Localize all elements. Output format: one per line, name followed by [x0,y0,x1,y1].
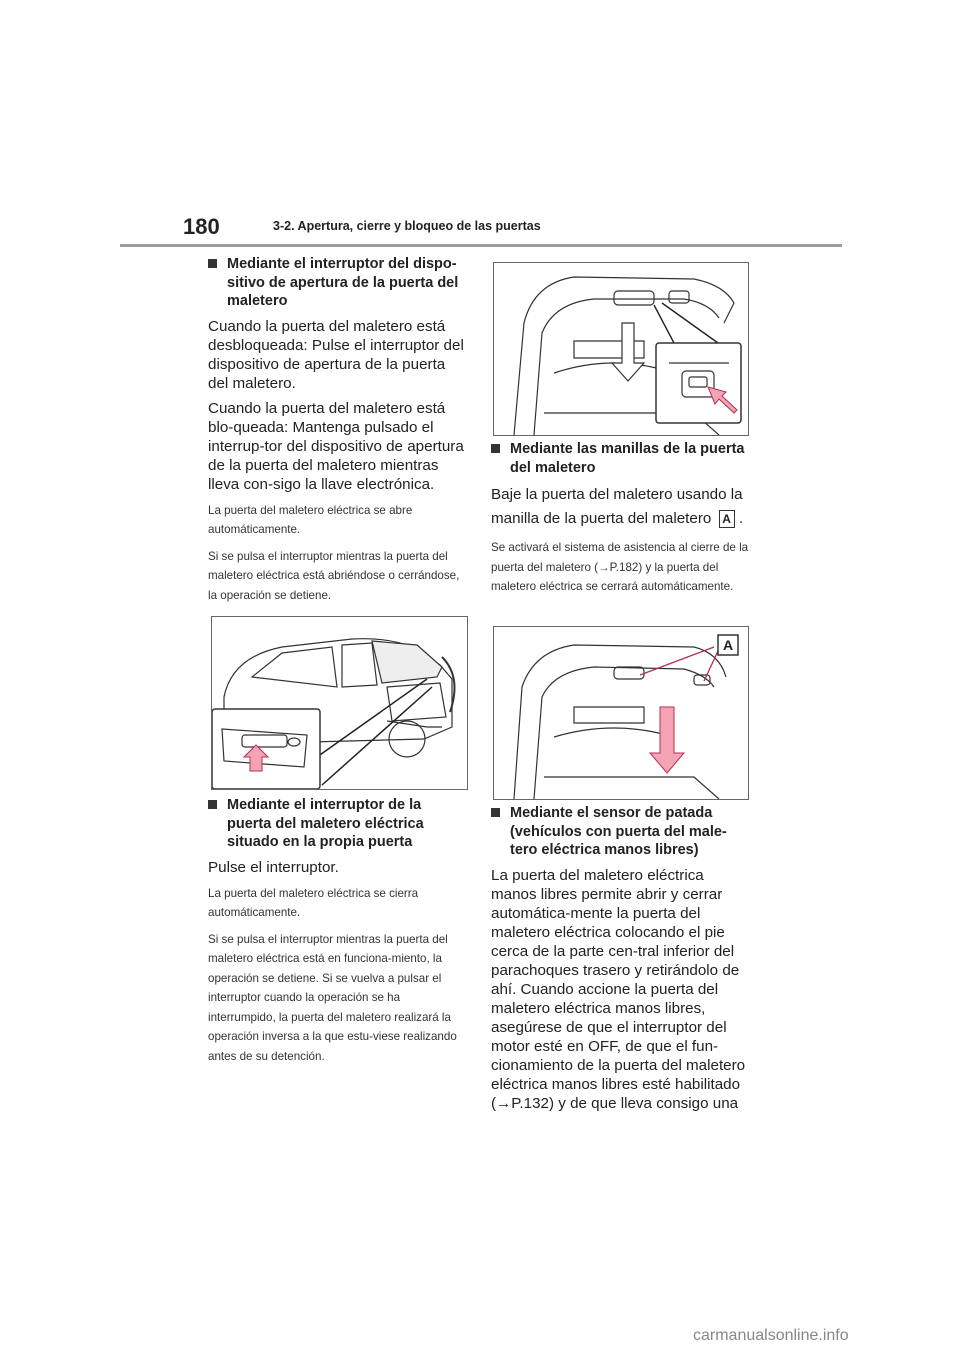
left-column-lower [208,796,468,1066]
heading-text: Mediante el interruptor de la puerta del maletero eléctrica situado en la propia puerta [227,797,424,850]
note: La puerta del maletero eléctrica se cierra automáticamente. [208,886,419,919]
paragraph: Pulse el interruptor. [208,858,339,876]
paragraph: Cuando la puerta del maletero está blo-queada: Mantenga pulsado el interrup-tor del dispositivo de apertura de la puerta del maletero mientras lleva con-sigo la llave electrónica. [208,399,464,493]
section-heading [491,440,751,477]
paragraph [491,483,751,531]
section-heading [491,804,751,860]
paragraph: La puerta del maletero eléctrica manos libres permite abrir y cerrar automática-mente la puerta del maletero eléctrica colocando el pie cerca de la parte cen-tral inferior del parachoques trasero y retirándolo de ahí. Cuando accione la puerta del maletero eléctrica manos libres, asegúrese de que el interruptor del motor esté en OFF, de que el fun-cionamiento de la puerta del maletero eléctrica manos libres esté habilitado (→P.132) y de que lleva consigo una [491,866,746,1112]
note: La puerta del maletero eléctrica se abre automáticamente. [208,503,413,536]
label-a-badge: A [719,510,735,528]
watermark: carmanualsonline.info [693,1327,849,1344]
bullet-square-icon [491,444,500,453]
right-column-lower [491,804,751,1117]
heading-text: Mediante el interruptor del dispo-sitivo de apertura de la puerta del maletero [227,256,459,309]
heading-text: Mediante el sensor de patada (vehículos con puerta del male-tero eléctrica manos libres) [510,805,727,858]
figure-car-rear-switch [211,616,468,790]
paragraph: Cuando la puerta del maletero está desbloqueada: Pulse el interruptor del dispositivo de apertura de la puerta del maletero. [208,317,464,392]
note: Si se pulsa el interruptor mientras la puerta del maletero eléctrica está abriéndose o cerrándose, la operación se detiene. [208,549,460,602]
figure-tailgate-switch [493,262,749,436]
page-number: 180 [183,214,220,239]
right-column [491,440,751,597]
section-heading [208,796,468,852]
bullet-square-icon [208,259,217,268]
bullet-square-icon [491,808,500,817]
label-a: A [722,637,734,653]
heading-text: Mediante las manillas de la puerta del maletero [510,441,745,476]
left-column [208,255,468,605]
paragraph-text: Baje la puerta del maletero usando la manilla de la puerta del maletero [491,486,743,527]
note: Se activará el sistema de asistencia al cierre de la puerta del maletero (→P.182) y la puerta del maletero eléctrica se cerrará automáticamente. [491,541,749,593]
chapter-title: 3-2. Apertura, cierre y bloqueo de las puertas [273,219,541,233]
figure-tailgate-handles [493,626,749,800]
note: Si se pulsa el interruptor mientras la puerta del maletero eléctrica está en funciona-miento, la operación se detiene. Si se vuelva a pulsar el interruptor cuando la operación se ha interrumpido, la puerta del maletero realizará la operación inversa a la que estu-viese realizando antes de su detención. [208,932,457,1063]
header-rule [120,244,842,247]
section-heading [208,255,468,311]
bullet-square-icon [208,800,217,809]
paragraph-end: . [738,510,744,527]
